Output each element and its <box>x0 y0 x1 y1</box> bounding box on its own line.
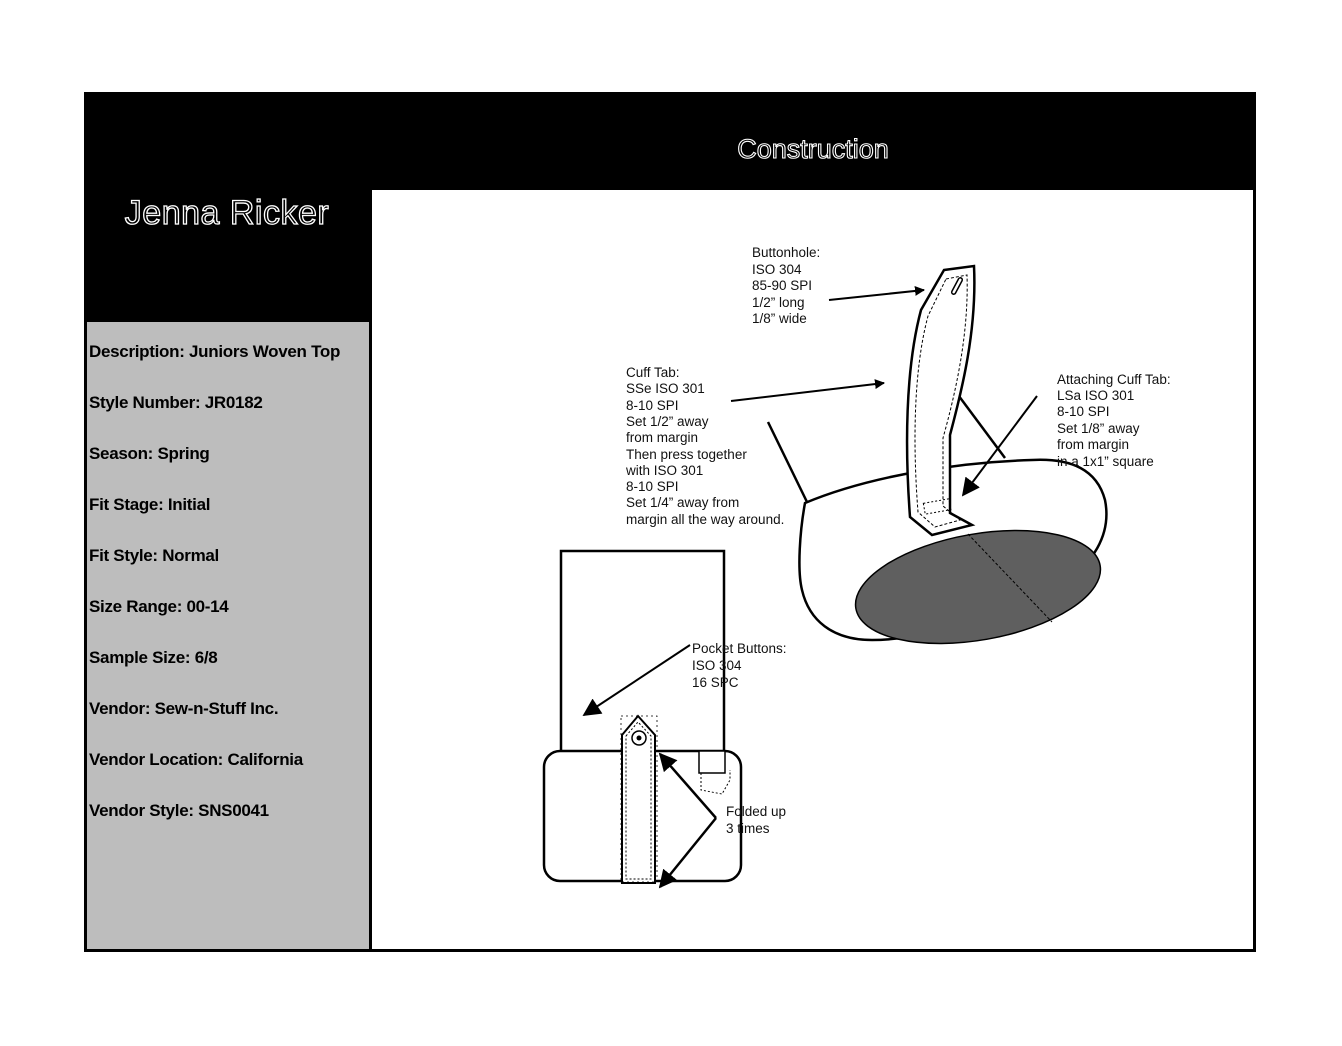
header-bar <box>370 92 1256 188</box>
pocket-illustration <box>544 551 741 883</box>
spec-size-range: Size Range: 00-14 <box>89 597 229 616</box>
pocket-button-center-icon <box>637 736 642 741</box>
spec-vendor-style: Vendor Style: SNS0041 <box>89 801 269 820</box>
spec-sheet <box>84 92 1256 952</box>
spec-panel <box>87 322 369 949</box>
folded-callout: Folded up 3 times <box>726 804 787 836</box>
attaching-callout: Attaching Cuff Tab: LSa ISO 301 8-10 SPI Set 1/8” away from margin in a 1x1” square <box>1057 372 1171 469</box>
spec-fit-style: Fit Style: Normal <box>89 546 219 565</box>
spec-fit-stage: Fit Stage: Initial <box>89 495 211 514</box>
sleeve-edge-left <box>768 422 807 502</box>
cuff-tab-callout: Cuff Tab: SSe ISO 301 8-10 SPI Set 1/2” away from margin Then press together with ISO 301 8-10 SPI Set 1/4” away from margin all the way around. <box>626 365 785 527</box>
pocket-buttons-callout: Pocket Buttons: ISO 304 16 SPC <box>692 641 787 690</box>
cuff-tab-arrow <box>731 383 884 401</box>
spec-vendor: Vendor: Sew-n-Stuff Inc. <box>89 699 279 718</box>
page-title: Construction <box>737 134 889 164</box>
brand-block <box>84 92 370 322</box>
spec-style-number: Style Number: JR0182 <box>89 393 263 412</box>
construction-diagram <box>372 190 1253 949</box>
brand-name: Jenna Ricker <box>124 194 330 232</box>
spec-vendor-location: Vendor Location: California <box>89 750 303 769</box>
spec-season: Season: Spring <box>89 444 210 463</box>
buttonhole-arrow <box>829 290 924 300</box>
spec-description: Description: Juniors Woven Top <box>89 342 341 361</box>
drawing-area <box>372 190 1253 949</box>
pocket-corner-tab <box>699 751 725 773</box>
spec-sample-size: Sample Size: 6/8 <box>89 648 218 667</box>
buttonhole-callout: Buttonhole: ISO 304 85-90 SPI 1/2” long 1/8” wide <box>752 245 821 326</box>
